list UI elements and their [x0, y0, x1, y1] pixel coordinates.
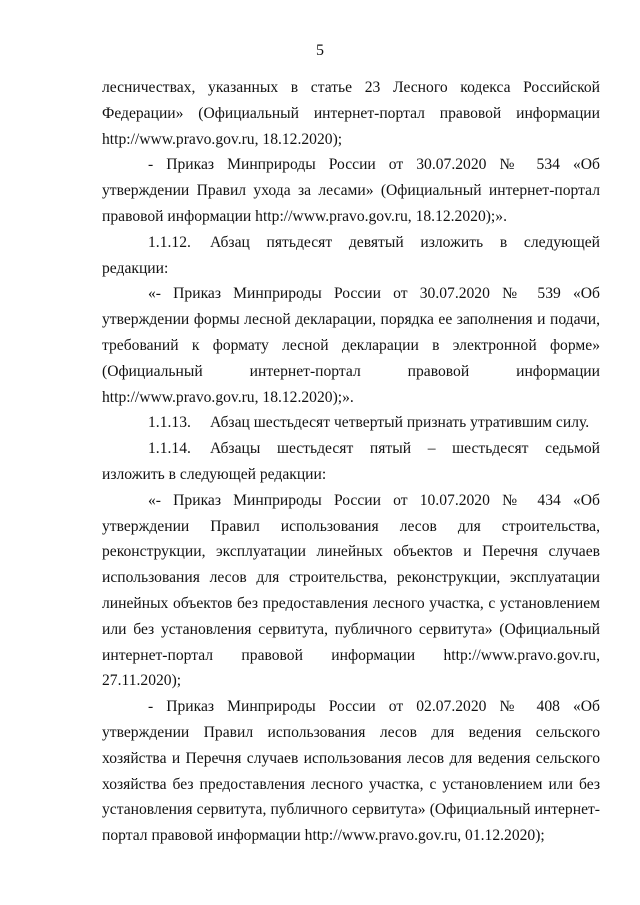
paragraph-text: - Приказ Минприроды России от 30.07.2020 № 534 «Об утверждении Правил ухода за лесами» (Официальный интернет-портал правовой информации http://www.pravo.gov.ru, 18.12.2020);». [102, 156, 600, 225]
paragraph-text: «- Приказ Минприроды России от 30.07.2020 № 539 «Об утверждении формы лесной декларации, порядка ее заполнения и подачи, требований к формату лесной декларации в электронной форме» (Официальный интернет-портал правовой информации http://www.pravo.gov.ru, 18.12.2020);». [102, 285, 600, 406]
paragraph-text: «- Приказ Минприроды России от 10.07.2020 № 434 «Об утверждении Правил использования лесов для строительства, реконструкции, эксплуатации линейных объектов и Перечня случаев использования лесов для строительства, реконструкции, эксплуатации линейных объектов без предоставления лесного участка, с установлением или без установления сервитута, публичного сервитута» (Официальный интернет-портал правовой информации http://www.pravo.gov.ru, 27.11.2020); [102, 491, 600, 690]
paragraph-order-434 [102, 488, 600, 694]
paragraph-order-539 [102, 281, 600, 410]
paragraph-text: Абзацы шестьдесят пятый – шестьдесят седьмой изложить в следующей редакции: [102, 440, 600, 483]
paragraph-continuation [102, 75, 600, 152]
paragraph-order-408 [102, 694, 600, 849]
paragraph-1-1-12 [102, 230, 600, 282]
paragraph-order-534 [102, 152, 600, 229]
clause-number: 1.1.14. [148, 440, 191, 458]
paragraph-1-1-13 [102, 410, 600, 436]
clause-number: 1.1.12. [148, 233, 191, 251]
page-number: 5 [316, 42, 324, 59]
paragraph-text: - Приказ Минприроды России от 02.07.2020 № 408 «Об утверждении Правил использования лесов для ведения сельского хозяйства и Перечня случаев использования лесов для ведения сельского хозяйства без предоставления лесного участка, с установлением или без установления сервитута, публичного сервитута» (Официальный интернет-портал правовой информации http://www.pravo.gov.ru, 01.12.2020); [102, 698, 600, 845]
paragraph-1-1-14 [102, 436, 600, 488]
clause-number: 1.1.13. [148, 414, 191, 432]
paragraph-text: Абзац шестьдесят четвертый признать утратившим силу. [210, 414, 590, 432]
paragraph-text: лесничествах, указанных в статье 23 Лесного кодекса Российской Федерации» (Официальный интернет-портал правовой информации http://www.pravo.gov.ru, 18.12.2020); [102, 79, 600, 148]
paragraph-text: Абзац пятьдесят девятый изложить в следующей редакции: [102, 233, 600, 277]
document-body [102, 75, 600, 849]
